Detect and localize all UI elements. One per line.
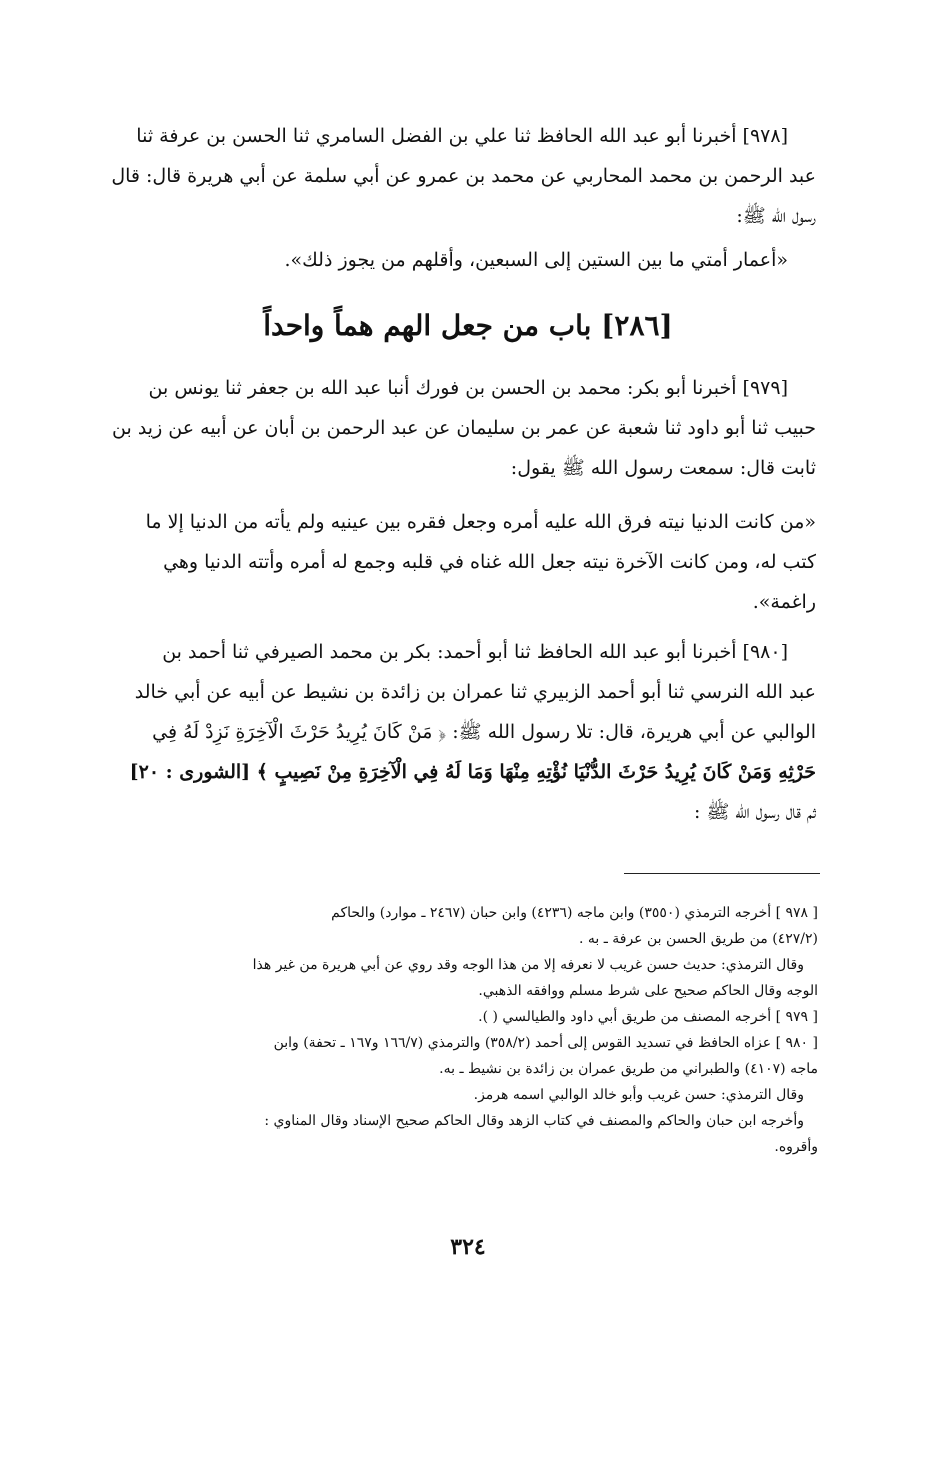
hadith-979-quote-line-3: راغمة». xyxy=(752,591,816,613)
footnote-978-line-4: الوجه وقال الحاكم صحيح على شرط مسلم ووافقه الذهبي. xyxy=(478,983,818,999)
hadith-979-line-3: ثابت قال: سمعت رسول الله ﷺ يقول: xyxy=(510,457,816,479)
footnotes xyxy=(72,900,818,1160)
hadith-980-line-1: [٩٨٠] أخبرنا أبو عبد الله الحافظ ثنا أبو أحمد: بكر بن محمد الصيرفي ثنا أحمد بن xyxy=(162,641,788,663)
hadith-979 xyxy=(78,368,816,488)
footnote-980-line-4: وأخرجه ابن حبان والحاكم والمصنف في كتاب الزهد وقال الحاكم صحيح الإسناد وقال المناوي : xyxy=(264,1113,804,1129)
hadith-979-line-1: [٩٧٩] أخبرنا أبو بكر: محمد بن الحسن بن فورك أنبا عبد الله بن جعفر ثنا يونس بن xyxy=(148,377,788,399)
hadith-979-line-2: حبيب ثنا أبو داود ثنا شعبة عن عمر بن سليمان عن عبد الرحمن بن أبان عن أبيه عن زيد بن xyxy=(112,417,816,439)
footnote-978-line-2: (٤٢٧/٢) من طريق الحسن بن عرفة ـ به . xyxy=(578,931,818,947)
hadith-980-line-3: الوالبي عن أبي هريرة، قال: تلا رسول الله ﷺ: ﴿ مَنْ كَانَ يُرِيدُ حَرْثَ الْآخِرَةِ نَزِدْ لَهُ فِي xyxy=(152,721,816,743)
hadith-978-quote-text: «أعمار أمتي ما بين الستين إلى السبعين، وأقلهم من يجوز ذلك». xyxy=(284,249,788,271)
hadith-980-line-4: حَرْثِهِ وَمَنْ كَانَ يُرِيدُ حَرْثَ الدُّنْيَا نُؤْتِهِ مِنْهَا وَمَا لَهُ فِي الْآخِرَةِ مِنْ نَصِيبٍ ﴾ [الشورى : ٢٠] xyxy=(129,761,816,783)
footnote-separator xyxy=(624,873,820,874)
hadith-978 xyxy=(78,116,816,236)
footnote-978-line-1: [ ٩٧٨ ] أخرجه الترمذي (٣٥٥٠) وابن ماجه (٤٢٣٦) وابن حبان (٢٤٦٧ ـ موارد) والحاكم xyxy=(331,905,818,921)
footnote-980-line-2: ماجه (٤١٠٧) والطبراني من طريق عمران بن زائدة بن نشيط ـ به. xyxy=(439,1061,818,1077)
footnote-978-line-3: وقال الترمذي: حديث حسن غريب لا نعرفه إلا من هذا الوجه وقد روي عن أبي هريرة من غير هذا xyxy=(252,957,804,973)
hadith-978-quote xyxy=(78,240,816,280)
page-number: ٣٢٤ xyxy=(450,1234,486,1260)
footnote-980-line-3: وقال الترمذي: حسن غريب وأبو خالد الوالبي اسمه هرمز. xyxy=(473,1087,804,1103)
hadith-978-line-3: رسول الله ﷺ: xyxy=(736,205,816,227)
hadith-980-line-5: ثم قال رسول الله ﷺ : xyxy=(694,801,816,823)
footnote-980-line-1: [ ٩٨٠ ] عزاه الحافظ في تسديد القوس إلى أحمد (٣٥٨/٢) والترمذي (١٦٦/٧ و١٦٧ ـ تحفة) وابن xyxy=(273,1035,818,1051)
footnote-979: [ ٩٧٩ ] أخرجه المصنف من طريق أبي داود والطيالسي ( ). xyxy=(478,1009,818,1025)
footnote-980-line-5: وأقروه. xyxy=(774,1139,818,1155)
hadith-979-quote xyxy=(78,502,816,622)
hadith-980-line-2: عبد الله النرسي ثنا أبو أحمد الزبيري ثنا عمران بن زائدة بن نشيط عن أبيه عن أبي خالد xyxy=(134,681,816,703)
hadith-978-line-2: عبد الرحمن بن محمد المحاربي عن محمد بن عمرو عن أبي سلمة عن أبي هريرة قال: قال xyxy=(111,165,816,187)
hadith-979-quote-line-2: كتب له، ومن كانت الآخرة نيته جعل الله غناه في قلبه وجمع له أمره وأتته الدنيا وهي xyxy=(163,551,816,573)
hadith-978-line-1: [٩٧٨] أخبرنا أبو عبد الله الحافظ ثنا علي بن الفضل السامري ثنا الحسن بن عرفة ثنا xyxy=(136,125,788,147)
hadith-979-quote-line-1: «من كانت الدنيا نيته فرق الله عليه أمره وجعل فقره بين عينيه ولم يأته من الدنيا إلا ما xyxy=(145,511,816,533)
chapter-heading: [٢٨٦] باب من جعل الهم هماً واحداً xyxy=(263,309,673,342)
hadith-980 xyxy=(78,632,816,832)
